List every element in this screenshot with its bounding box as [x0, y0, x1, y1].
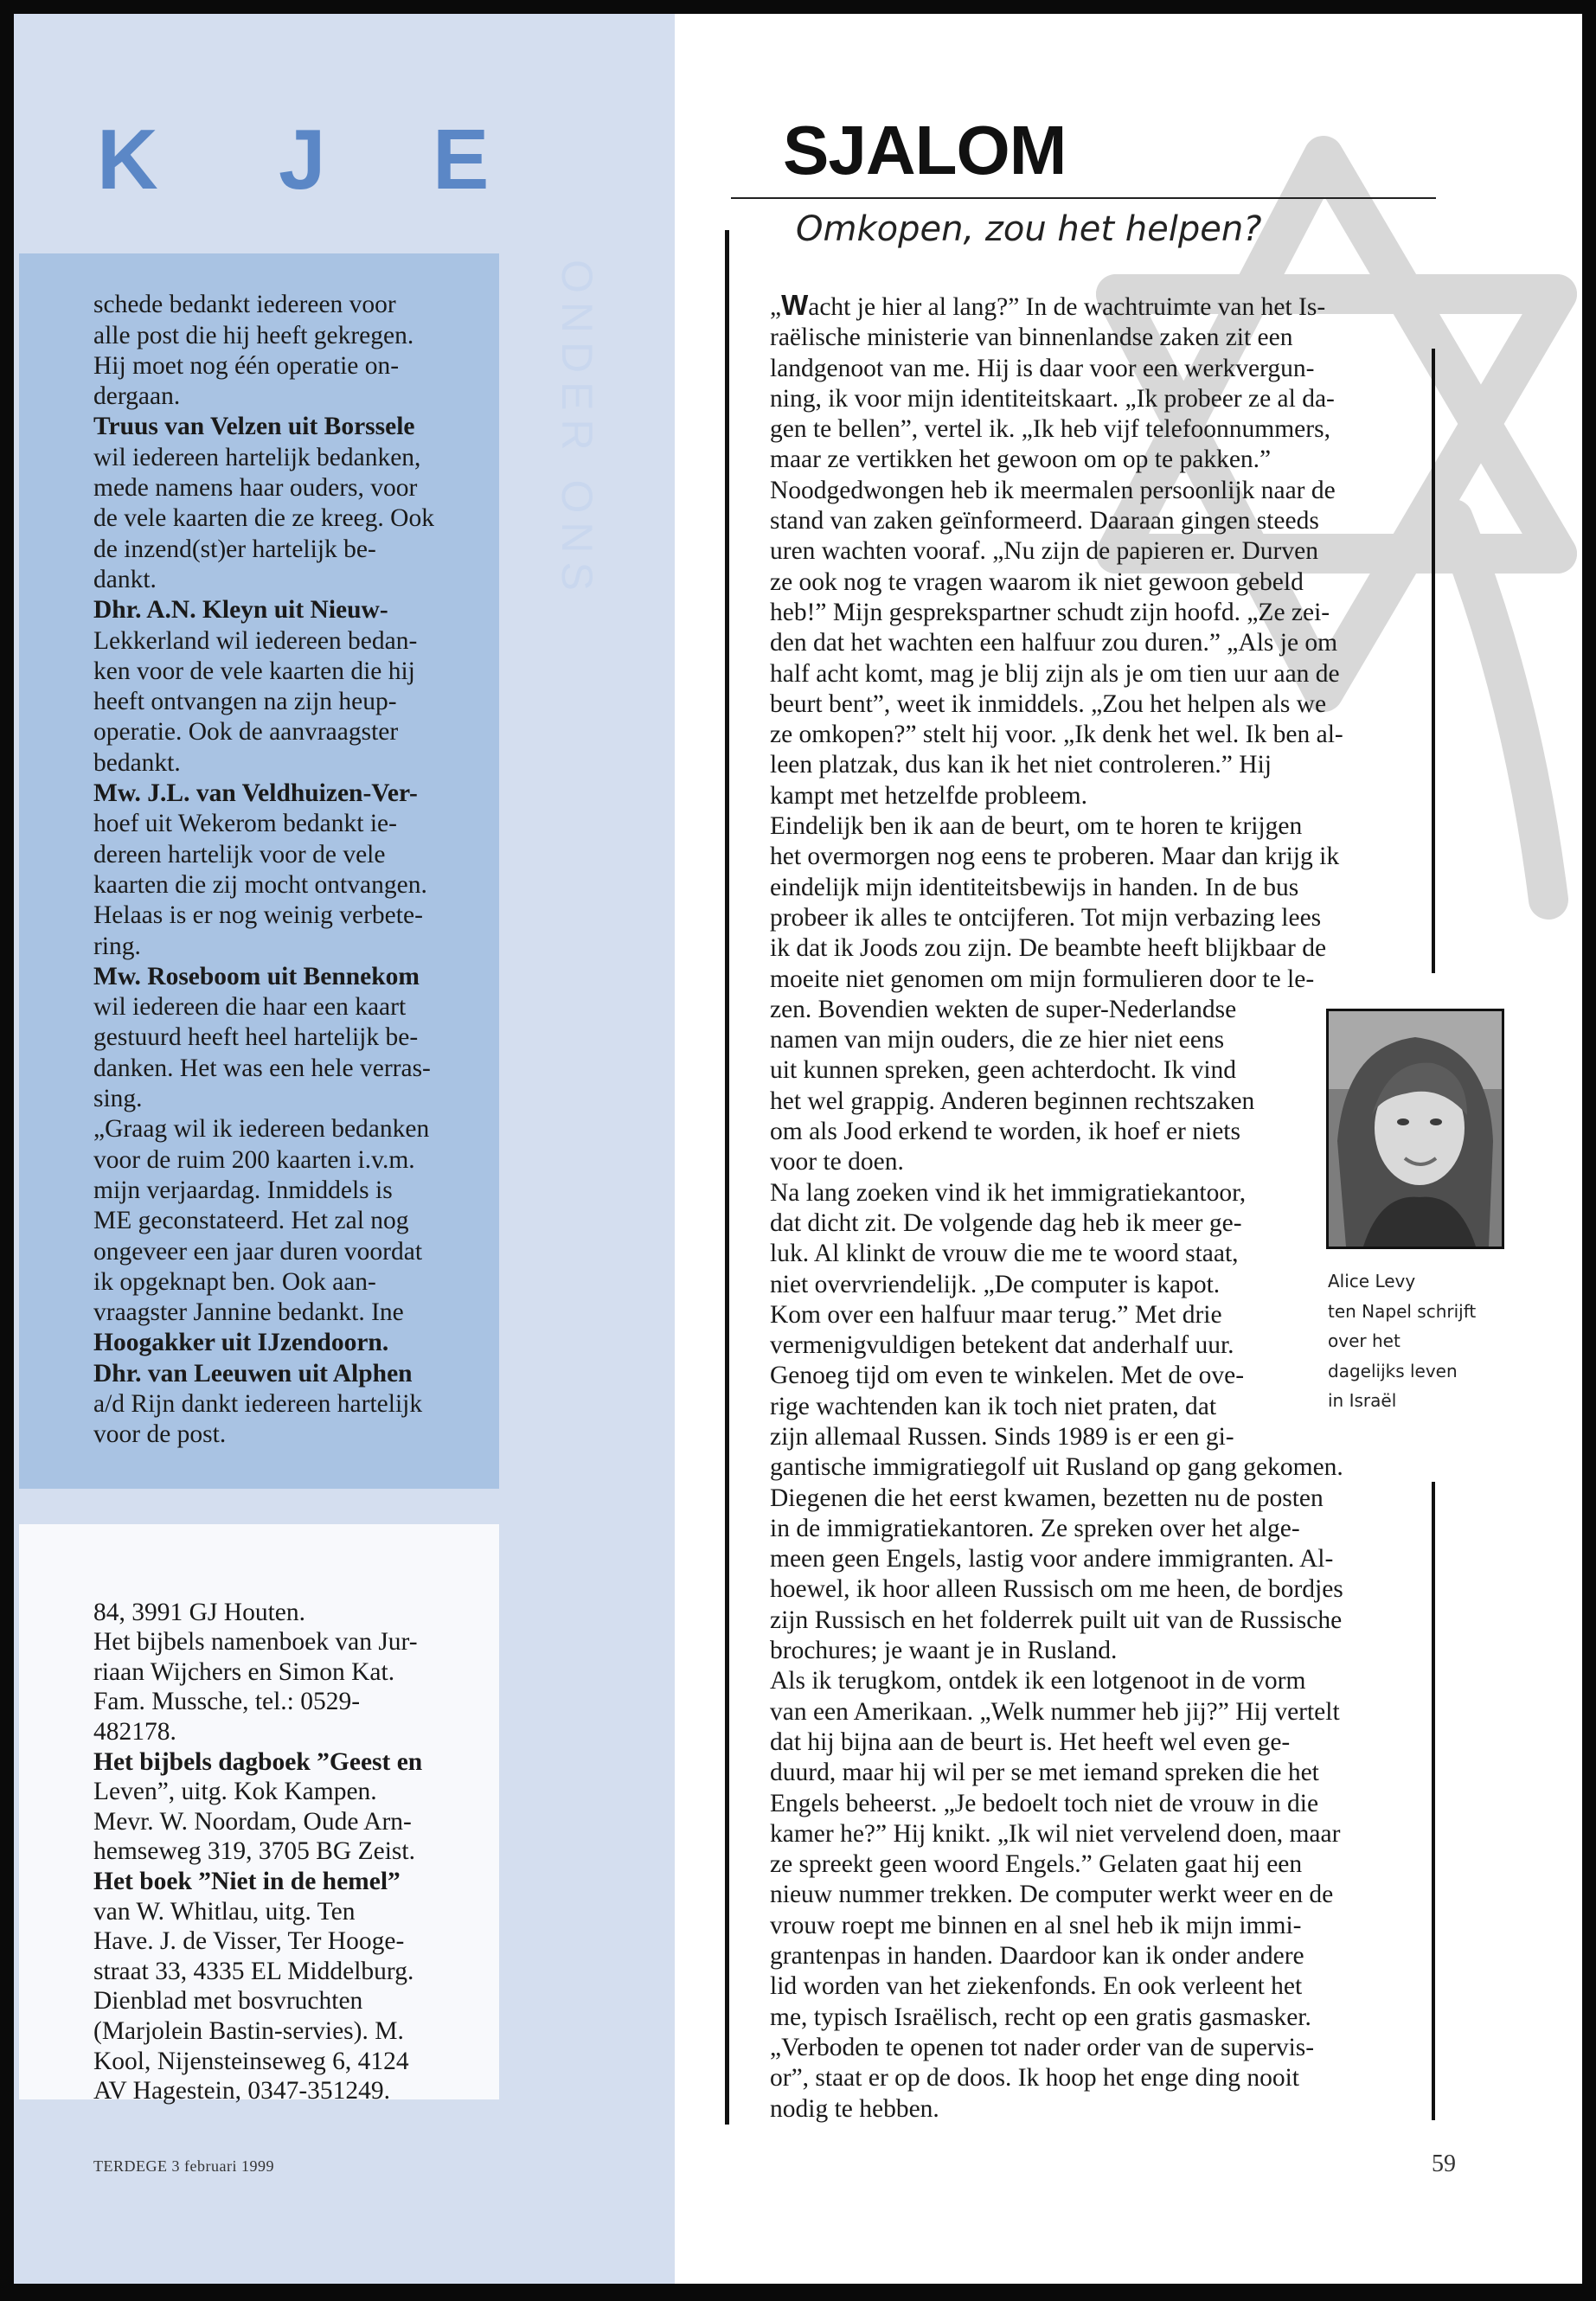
- article-dropcap: W: [781, 289, 809, 321]
- header-letter-k: K: [97, 112, 158, 207]
- address-text: 84, 3991 GJ Houten. Het bijbels namenboek van Jur- riaan Wijchers en Simon Kat. Fam. Mussche, tel.: 0529- 482178. Het bijbels dagboek ”Geest en Leven”, uitg. Kok Kampen. Mevr. W. Noordam, Oude Arn- hemseweg 319, 3705 BG Zeist. Het boek ”Niet in de hemel” van W. Whitlau, uitg. Ten Have. J. de Visser, Ter Hooge- straat 33, 4335 EL Middelburg. Dienblad met bosvruchten (Marjolein Bastin-servies). M. Kool, Nijensteinseweg 6, 4124 AV Hagestein, 0347-351249.: [93, 1598, 423, 2106]
- header-letter-j: J: [279, 112, 326, 207]
- column-rule-left: [725, 230, 729, 2125]
- vertical-section-label: [502, 251, 601, 599]
- photo-caption: Alice Levy ten Napel schrijft over het dagelijks leven in Israël: [1328, 1271, 1477, 1411]
- title-divider: [731, 197, 1436, 199]
- article-subtitle: Omkopen, zou het helpen?: [796, 209, 1262, 249]
- column-rule-right-top: [1432, 349, 1435, 973]
- footer-publication: TERDEGE 3 februari 1999: [93, 2157, 274, 2175]
- author-photo: [1326, 1009, 1504, 1249]
- article-body: „Wacht je hier al lang?” In de wachtruimte van het Is- raëlische ministerie van binnenlandse zaken zit een landgenoot van me. Hij is daar voor een werkvergun- ning, ik voor mijn identiteitskaart. „Ik probeer ze al da- gen te bellen”, vertel ik. „Ik heb vijf telefoonnummers, maar ze vertikken het gewoon om op te pakken.” Noodgedwongen heb ik meermalen persoonlijk naar de stand van zaken geïnformeerd. Daaraan gingen steeds uren wachten vooraf. „Nu zijn de papieren er. Durven ze ook nog te vragen waarom ik niet gewoon gebeld heb!” Mijn gesprekspartner schudt zijn hoofd. „Ze zei- den dat het wachten een halfuur zou duren.” „Als je om half acht komt, mag je blij zijn als je om tien uur aan de beurt bent”, weet ik inmiddels. „Zou het helpen als we ze omkopen?” stelt hij voor. „Ik denk het wel. Ik ben al- leen platzak, dus kan ik het niet controleren.” Hij kampt met hetzelfde probleem. Eindelijk ben ik aan de beurt, om te horen te krijgen het overmorgen nog eens te proberen. Maar dan krijg ik eindelijk mijn identiteitsbewijs in handen. In de bus probeer ik alles te ontcijferen. Tot mijn verbazing lees ik dat ik Joods zou zijn. De beambte heeft blijkbaar de moeite niet genomen om mijn formulieren door te le- zen. Bovendien wekten de super-Nederlandse namen van mijn ouders, die ze hier niet eens uit kunnen spreken, geen achterdocht. Ik vind het wel grappig. Anderen beginnen rechtszaken om als Jood erkend te worden, ik hoef er niets voor te doen. Na lang zoeken vind ik het immigratiekantoor, dat dicht zit. De volgende dag heb ik meer ge- luk. Al klinkt de vrouw die me te woord staat, niet overvriendelijk. „De computer is kapot. Kom over een halfuur maar terug.” Met drie vermenigvuldigen betekent dat anderhalf uur. Genoeg tijd om even te winkelen. Met de ove- rige wachtenden kan ik toch niet praten, dat zijn allemaal Russen. Sinds 1989 is er een gi- gantische immigratiegolf uit Rusland op gang gekomen. Diegenen die het eerst kwamen, bezetten nu de posten in de immigratiekantoren. Ze spreken over het alge- meen geen Engels, lastig voor andere immigranten. Al- hoewel, ik hoor alleen Russisch om me heen, de bordjes zijn Russisch en het folderrek puilt uit van de Russische brochures; je waant je in Rusland. Als ik terugkom, ontdek ik een lotgenoot in de vorm van een Amerikaan. „Welk nummer heb jij?” Hij vertelt dat hij bijna aan de beurt is. Het heeft wel even ge- duurd, maar hij wil per se met iemand spreken die het Engels beheerst. „Je bedoelt toch niet de vrouw in die kamer he?” Hij knikt. „Ik wil niet vervelend doen, maar ze spreekt geen woord Engels.” Gelaten gaat hij een nieuw nummer trekken. De computer werkt weer en de vrouw roept me binnen en al snel heb ik mijn immi- grantenpas in handen. Daardoor kan ik onder andere lid worden van het ziekenfonds. En ook verleent het me, typisch Israëlisch, recht op een gratis gasmasker. „Verboden te openen tot nader order van de supervis- or”, staat er op de doos. Ik hoop het enge ding nooit nodig te hebben.: [770, 289, 1343, 2123]
- svg-text:ONDER ONS: ONDER ONS: [553, 260, 601, 599]
- thanks-text: schede bedankt iedereen voor alle post die hij heeft gekregen. Hij moet nog één operatie on- dergaan. Truus van Velzen uit Borssele wil iedereen hartelijk bedanken, mede namens haar ouders, voor de vele kaarten die ze kreeg. Ook de inzend(st)er hartelijk be- dankt. Dhr. A.N. Kleyn uit Nieuw- Lekkerland wil iedereen bedan- ken voor de vele kaarten die hij heeft ontvangen na zijn heup- operatie. Ook de aanvraagster bedankt. Mw. J.L. van Veldhuizen-Ver- hoef uit Wekerom bedankt ie- dereen hartelijk voor de vele kaarten die zij mocht ontvangen. Helaas is er nog weinig verbete- ring. Mw. Roseboom uit Bennekom wil iedereen die haar een kaart gestuurd heeft heel hartelijk be- danken. Het was een hele verras- sing. „Graag wil ik iedereen bedanken voor de ruim 200 kaarten i.v.m. mijn verjaardag. Inmiddels is ME geconstateerd. Het zal nog ongeveer een jaar duren voordat ik opgeknapt ben. Ook aan- vraagster Jannine bedankt. Ine Hoogakker uit IJzendoorn. Dhr. van Leeuwen uit Alphen a/d Rijn dankt iedereen hartelijk voor de post.: [93, 291, 434, 1449]
- page-number: 59: [1432, 2150, 1456, 2177]
- article-title: SJALOM: [783, 112, 1067, 189]
- column-rule-right-bottom: [1432, 1482, 1435, 2120]
- header-letter-e: E: [433, 112, 490, 207]
